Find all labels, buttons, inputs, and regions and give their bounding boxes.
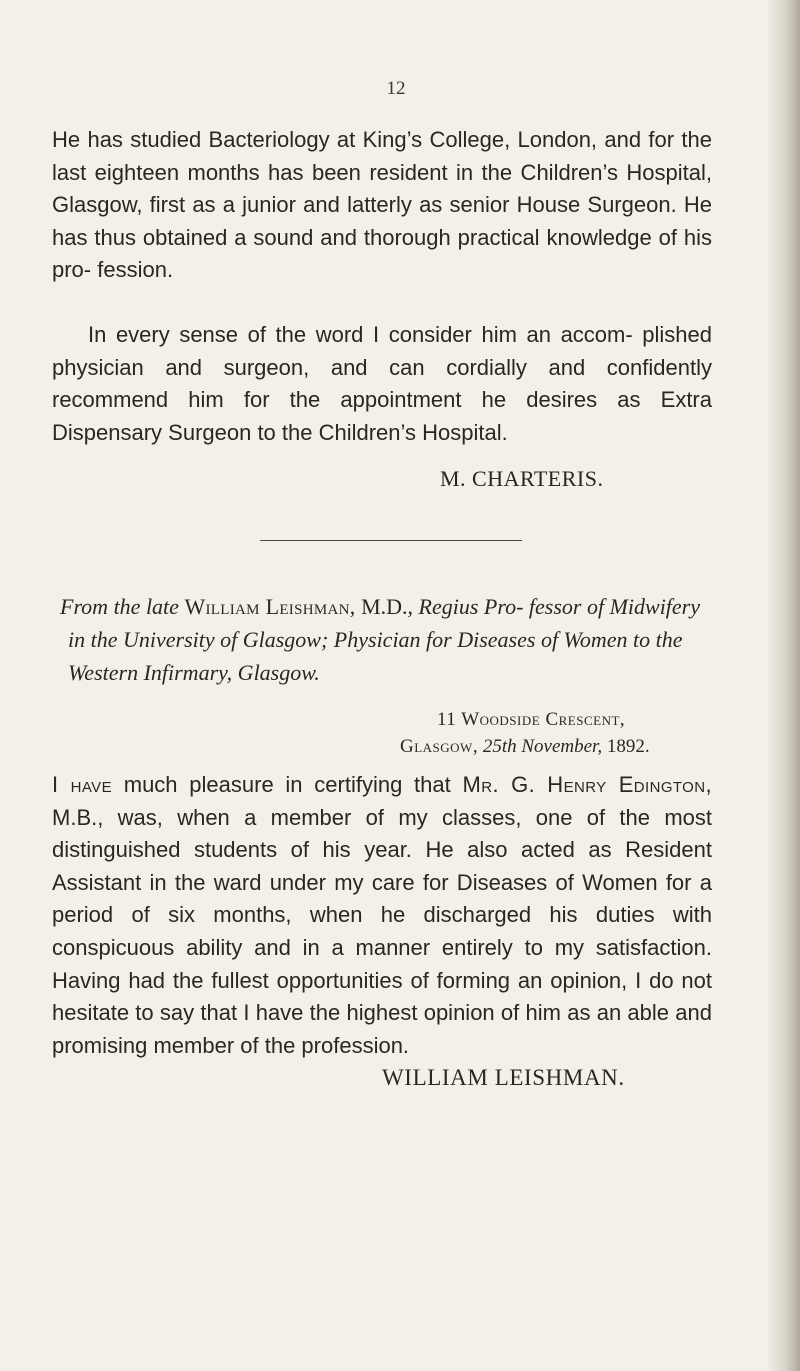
address-city: Glasgow, (400, 736, 479, 757)
leishman-opening: I have (52, 772, 112, 797)
address-year: 1892. (606, 736, 650, 757)
address-city-date (400, 733, 650, 760)
leishman-text-2: M.B., was, when a member of my classes, one of the most distinguished students of his year. He also acted as Resident Assistant in the ward under my care for Diseases of Women for a period of six months, when he discharged his duties with conspicuous ability and in a manner entirely to my satisfaction. Having had the fullest opportunities of forming an opinion, I do not hesitate to say that I have the highest opinion of him as an able and promising member of the profession. (52, 804, 712, 1058)
paragraph-charteris-1: He has studied Bacteriology at King’s College, London, and for the last eighteen months has been resident in the Children’s Hospital, Glasgow, first as a junior and latterly as senior House Surgeon. He has thus obtained a sound and thorough practical knowledge of his pro- fession. (52, 127, 712, 283)
signature-charteris: M. CHARTERIS. (440, 466, 604, 491)
page-edge-shadow (766, 0, 800, 1371)
leishman-text-1: much pleasure in certifying that (112, 772, 463, 797)
heading-title: Regius Pro- fessor of Midwifery in the University of Glasgow; Physician for Diseases of Women to the Western Infirmary, Glasgow. (68, 594, 701, 685)
section-divider (260, 540, 522, 541)
leishman-candidate-name: Mr. G. Henry Edington, (462, 772, 712, 797)
testimonial-heading (60, 590, 718, 689)
address-street: 11 Woodside Crescent, (437, 709, 626, 730)
signature-leishman: WILLIAM LEISHMAN. (382, 1065, 625, 1090)
paragraph-charteris-2: In every sense of the word I consider him an accom- plished physician and surgeon, and can cordially and confidently recommend him for the appointment he desires as Extra Dispensary Surgeon to the Children’s Hospital. (52, 322, 712, 445)
sender-address (400, 706, 650, 760)
address-date: 25th November, (482, 736, 603, 757)
paragraph-leishman (52, 769, 712, 1062)
page-number: 12 (386, 78, 406, 99)
heading-from: From the late (60, 594, 179, 619)
heading-author-name: William Leishman, (184, 594, 356, 619)
heading-degree: M.D., (361, 594, 414, 619)
